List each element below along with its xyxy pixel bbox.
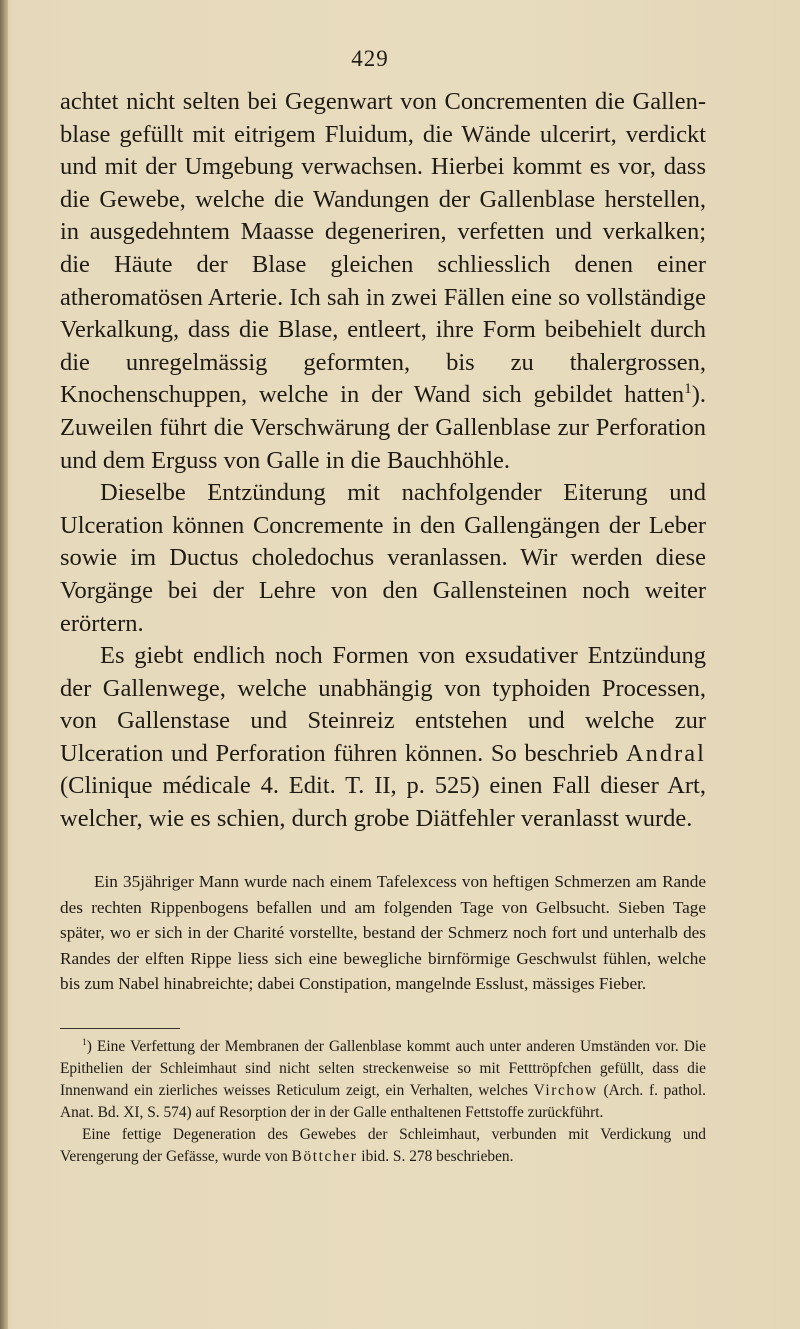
footnote-rule: [60, 1028, 180, 1029]
main-text: [60, 86, 706, 836]
footnotes: [60, 1036, 706, 1168]
footnote-marker: 1: [82, 1036, 87, 1048]
paragraph-1: [60, 86, 706, 477]
paragraph-3: [60, 640, 706, 836]
author-virchow: Virchow: [533, 1082, 598, 1099]
footnote-1-tail: (Arch. f. pathol. Anat. Bd. XI, S. 574) auf Resorption der in der Galle enthaltenen Fettstoffe zurückführt.: [60, 1082, 707, 1121]
case-report-text: Ein 35jähriger Mann wurde nach einem Tafelexcess von heftigen Schmerzen am Rande des rechten Rippenbogens befallen und am folgenden Tage von Gelbsucht. Sieben Tage später, wo er sich in der Charité vorstellte, bestand der Schmerz noch fort und unterhalb des Randes der elften Rippe liess sich eine bewegliche birnförmige Geschwulst fühlen, welche bis zum Nabel hinabreichte; dabei Constipation, mangelnde Esslust, mässiges Fieber.: [60, 872, 706, 993]
author-andral: Andral: [625, 739, 706, 767]
case-report: [60, 869, 706, 997]
footnote-1: [60, 1036, 706, 1124]
paragraph-1-tail: ). Zuweilen führt die Verschwärung der Gallenblase zur Perforation und dem Erguss von Galle in die Bauchhöhle.: [60, 381, 706, 474]
footnote-2: [60, 1124, 706, 1168]
binding-edge: [0, 0, 8, 1329]
paragraph-2: Dieselbe Entzündung mit nachfolgender Eiterung und Ulceration können Concremente in den Gallengängen der Leber sowie im Ductus choledochus veranlassen. Wir werden diese Vorgänge bei der Lehre von den Gallensteinen noch weiter erörtern.: [60, 479, 706, 637]
paragraph-1-text: achtet nicht selten bei Gegenwart von Concrementen die Gallenblase gefüllt mit eitrigem Fluidum, die Wände ulcerirt, verdickt und mit der Umgebung verwachsen. Hierbei kommt es vor, dass die Gewebe, welche die Wandungen der Gallenblase herstellen, in ausgedehntem Maasse degeneriren, verfetten und verkalken; die Häute der Blase gleichen schliesslich denen einer atheromatösen Arterie. Ich sah in zwei Fällen eine so vollständige Verkalkung, dass die Blase, entleert, ihre Form beibehielt durch die unregelmässig geformten, bis zu thalergrossen, Knochenschuppen, welche in der Wand sich gebildet hatten: [60, 88, 706, 409]
paragraph-3-text: Es giebt endlich noch Formen von exsudativer Entzündung der Gallenwege, welche unabhängig von typhoiden Processen, von Gallenstase und Steinreiz entstehen und welche zur Ulceration und Perforation führen können. So beschrieb: [60, 642, 706, 767]
page-number: 429: [351, 46, 389, 71]
footnote-2-text: Eine fettige Degeneration des Gewebes der Schleimhaut, verbunden mit Verdickung und Verengerung der Gefässe, wurde von: [60, 1126, 706, 1165]
footnote-2-tail: ibid. S. 278 beschrieben.: [361, 1148, 514, 1165]
author-boettcher: Böttcher: [291, 1148, 358, 1165]
paragraph-3-tail: (Clinique médicale 4. Edit. T. II, p. 525) einen Fall dieser Art, welcher, wie es schien, durch grobe Diätfehler veranlasst wurde.: [60, 772, 706, 833]
footnote-1-text: ) Eine Verfettung der Membranen der Gallenblase kommt auch unter anderen Umständen vor. Die Epithelien der Schleimhaut sind nicht selten streckenweise so mit Fetttröpfchen gefüllt, dass die Innenwand ein zierliches weisses Reticulum zeigt, ein Verhalten, welches: [60, 1038, 706, 1099]
footnote-ref: 1: [684, 380, 692, 398]
